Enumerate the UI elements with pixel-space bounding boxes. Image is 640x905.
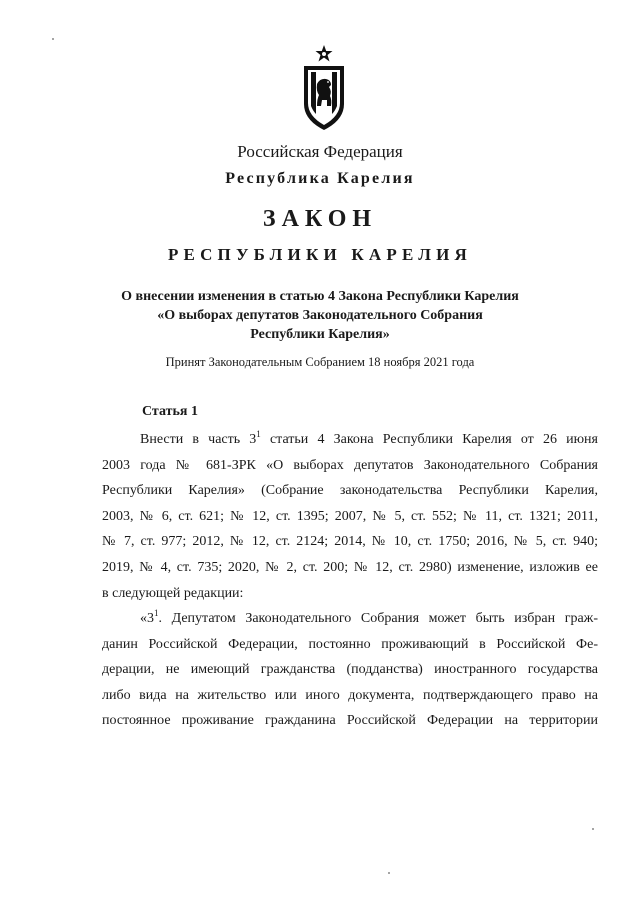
scan-speck — [592, 828, 594, 830]
federation-label: Российская Федерация — [237, 142, 403, 161]
text-line: Внести в часть $3^1$ статьи 4 Закона Республики Карелия от 26 июня — [140, 429, 598, 447]
text-line: «$3^1$. Депутатом Законодательного Собрания может быть избран граж- — [140, 608, 598, 626]
text-line: дерации, не имеющий гражданства (подданства) иностранного государства — [102, 662, 598, 678]
article-heading: Статья 1 — [142, 404, 198, 419]
law-title: ЗАКОН — [262, 206, 378, 232]
scan-speck — [388, 872, 390, 874]
text-line: данин Российской Федерации, постоянно проживающий в Российской Фе- — [102, 636, 598, 652]
text-line: либо вида на жительство или иного документа, подтверждающего право на — [102, 687, 598, 703]
text-line: 2003, № 6, ст. 621; № 12, ст. 1395; 2007, № 5, ст. 552; № 11, ст. 1321; 2011, — [102, 508, 598, 524]
law-name-line: О внесении изменения в статью 4 Закона Республики Карелия — [121, 289, 519, 304]
law-name-line: «О выборах депутатов Законодательного Собрания — [157, 308, 483, 323]
article-paragraph-1 — [102, 427, 598, 606]
law-name-line: Республики Карелия» — [250, 327, 390, 342]
text-line: № 7, ст. 977; 2012, № 12, ст. 2124; 2014, № 10, ст. 1750; 2016, № 5, ст. 940; — [102, 534, 598, 550]
text-line: 2019, № 4, ст. 735; 2020, № 2, ст. 200; № 12, ст. 2980) изменение, изложив ее — [102, 559, 598, 575]
law-subtitle: РЕСПУБЛИКИ КАРЕЛИЯ — [167, 245, 473, 264]
scan-speck — [52, 38, 54, 40]
text-line: постоянное проживание гражданина Российской Федерации на территории — [102, 713, 598, 729]
republic-label: Республика Карелия — [225, 170, 415, 187]
text-line: 2003 года № 681-ЗРК «О выборах депутатов Законодательного Собрания — [102, 457, 598, 473]
text-line: Республики Карелия» (Собрание законодательства Республики Карелия, — [102, 483, 598, 499]
law-name — [0, 287, 640, 344]
karelia-coat-of-arms-icon — [298, 44, 350, 132]
adoption-note: Принят Законодательным Собранием 18 ноября 2021 года — [165, 355, 475, 369]
text-line: в следующей редакции: — [102, 585, 244, 601]
article-paragraph-2 — [102, 606, 598, 734]
